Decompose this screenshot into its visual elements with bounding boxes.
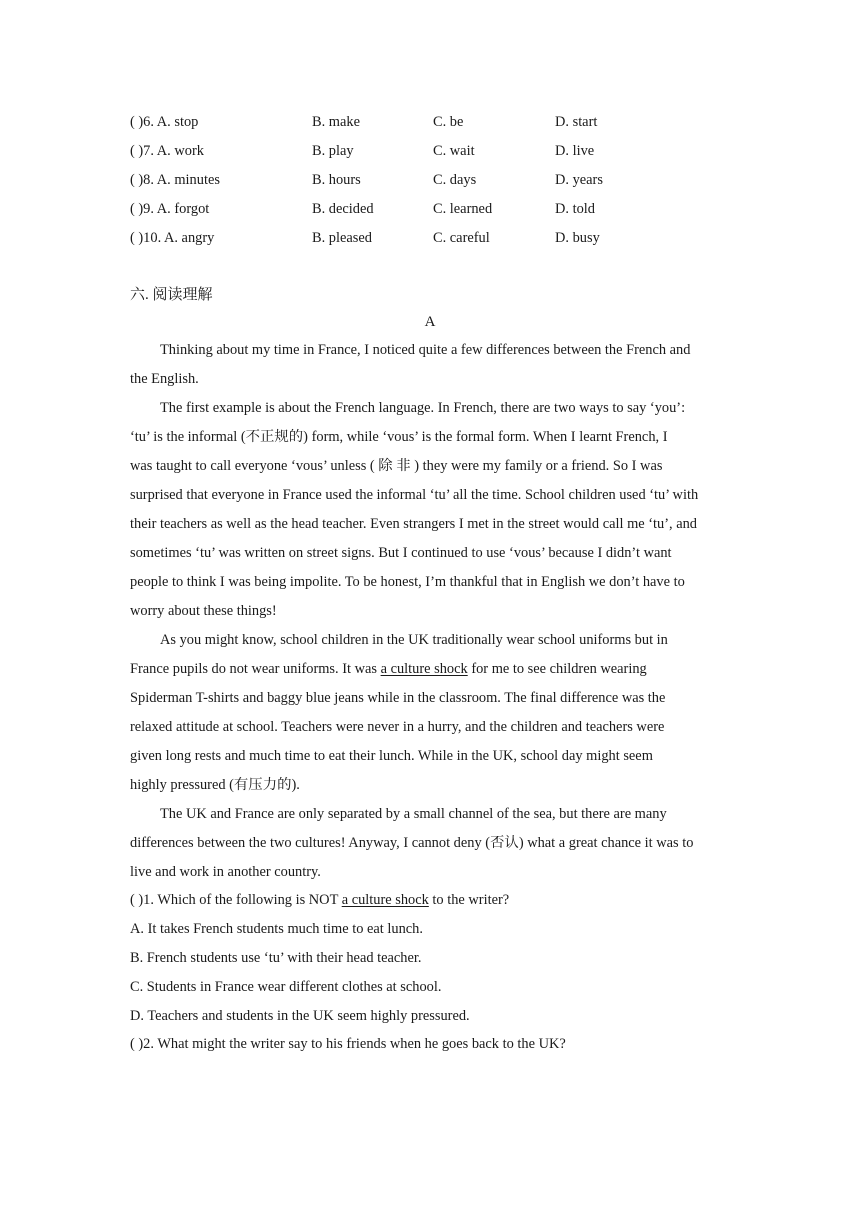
passage-line: given long rests and much time to eat their lunch. While in the UK, school day might seem xyxy=(130,748,653,764)
passage-line: As you might know, school children in the UK traditionally wear school uniforms but in xyxy=(160,632,668,648)
option-a: ( )7. A. work xyxy=(130,143,204,159)
option-d: D. told xyxy=(555,201,595,217)
choice-a: A. It takes French students much time to eat lunch. xyxy=(130,921,423,937)
option-b: B. make xyxy=(312,114,360,130)
question-text: ( )1. Which of the following is NOT xyxy=(130,892,342,908)
option-c: C. learned xyxy=(433,201,493,217)
passage-line xyxy=(130,658,730,680)
option-a: ( )10. A. angry xyxy=(130,230,215,246)
passage-label: A xyxy=(424,314,436,330)
question-text: to the writer? xyxy=(428,892,510,908)
choice-c: C. Students in France wear different clothes at school. xyxy=(130,979,442,995)
option-a: ( )8. A. minutes xyxy=(130,172,220,188)
option-b: B. pleased xyxy=(312,230,372,246)
passage-line: live and work in another country. xyxy=(130,864,321,880)
passage-line: worry about these things! xyxy=(130,603,277,619)
passage-line: The first example is about the French language. In French, there are two ways to say ‘you’: xyxy=(160,400,686,416)
passage-line: the English. xyxy=(130,371,199,387)
passage-line: highly pressured (有压力的). xyxy=(130,777,300,793)
choice-b: B. French students use ‘tu’ with their head teacher. xyxy=(130,950,422,966)
option-a: ( )9. A. forgot xyxy=(130,201,210,217)
option-d: D. years xyxy=(555,172,603,188)
option-b: B. hours xyxy=(312,172,361,188)
passage-line: sometimes ‘tu’ was written on street signs. But I continued to use ‘vous’ because I didn’t want xyxy=(130,545,672,561)
option-c: C. days xyxy=(433,172,477,188)
question-1 xyxy=(130,889,730,911)
passage-line: differences between the two cultures! Anyway, I cannot deny (否认) what a great chance it was to xyxy=(130,835,694,851)
passage-line: their teachers as well as the head teacher. Even strangers I met in the street would call me ‘tu’, and xyxy=(130,516,698,532)
option-b: B. decided xyxy=(312,201,374,217)
section-title: 六. 阅读理解 xyxy=(130,287,213,303)
question-2: ( )2. What might the writer say to his friends when he goes back to the UK? xyxy=(130,1036,566,1052)
option-d: D. live xyxy=(555,143,595,159)
option-c: C. be xyxy=(433,114,464,130)
choice-d: D. Teachers and students in the UK seem highly pressured. xyxy=(130,1008,470,1024)
option-d: D. start xyxy=(555,114,598,130)
option-c: C. careful xyxy=(433,230,490,246)
underlined-phrase: a culture shock xyxy=(341,892,429,908)
passage-line: people to think I was being impolite. To be honest, I’m thankful that in English we don’t have to xyxy=(130,574,685,590)
option-b: B. play xyxy=(312,143,354,159)
option-c: C. wait xyxy=(433,143,475,159)
text-segment: France pupils do not wear uniforms. It was xyxy=(130,661,381,677)
passage-line: Spiderman T-shirts and baggy blue jeans while in the classroom. The final difference was the xyxy=(130,690,666,706)
underlined-phrase: a culture shock xyxy=(380,661,468,677)
passage-line: relaxed attitude at school. Teachers were never in a hurry, and the children and teachers were xyxy=(130,719,665,735)
passage-line: surprised that everyone in France used the informal ‘tu’ all the time. School children used ‘tu’ with xyxy=(130,487,699,503)
passage-line: ‘tu’ is the informal (不正规的) form, while ‘vous’ is the formal form. When I learnt French, I xyxy=(130,429,668,445)
passage-line: Thinking about my time in France, I noticed quite a few differences between the French and xyxy=(160,342,691,358)
passage-line: was taught to call everyone ‘vous’ unless ( 除 非 ) they were my family or a friend. So I was xyxy=(130,458,663,474)
option-a: ( )6. A. stop xyxy=(130,114,199,130)
passage-line: The UK and France are only separated by a small channel of the sea, but there are many xyxy=(160,806,667,822)
option-d: D. busy xyxy=(555,230,600,246)
text-segment: for me to see children wearing xyxy=(467,661,647,677)
